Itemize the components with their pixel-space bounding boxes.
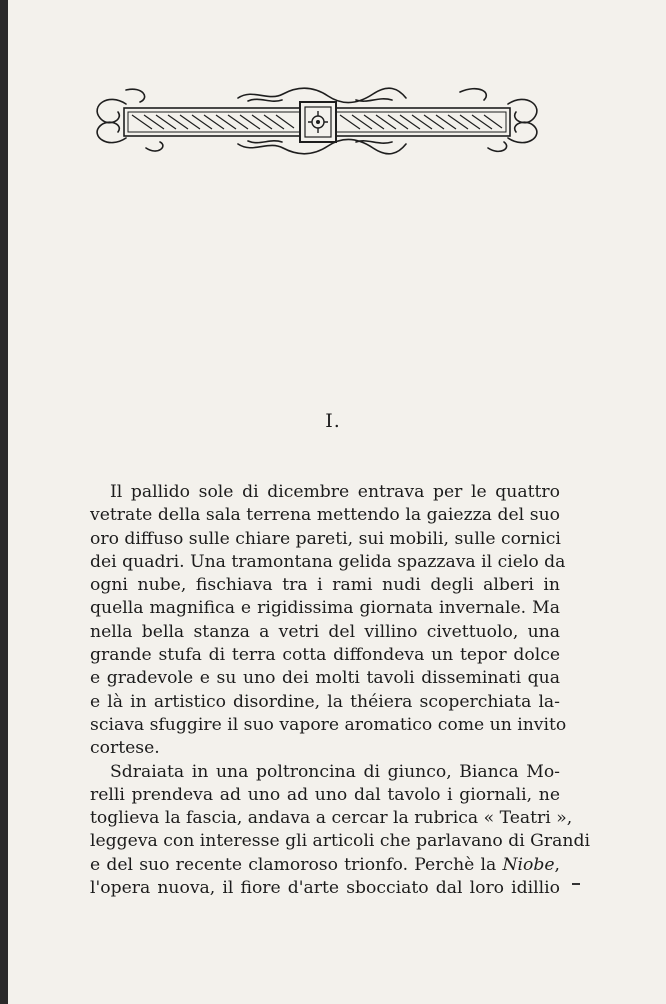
text-line: grande stufa di terra cotta diffondeva un tepor dolce <box>90 645 560 666</box>
text-line: cortese. <box>90 738 160 759</box>
text-line: dei quadri. Una tramontana gelida spazzava il cielo da <box>90 551 566 572</box>
text-segment: , <box>554 854 560 875</box>
page-edge-shadow <box>0 0 8 1004</box>
body-text <box>90 481 590 900</box>
chapter-numeral: I. <box>325 410 341 432</box>
text-line: e là in artistico disordine, la théiera scoperchiata la- <box>90 691 560 712</box>
text-line: toglieva la fascia, andava a cercar la rubrica « Teatri », <box>90 808 573 829</box>
text-segment: e del suo recente clamoroso trionfo. Perchè la <box>90 854 503 875</box>
floral-headpiece-ornament-icon <box>88 84 546 160</box>
text-line: vetrate della sala terrena mettendo la gaiezza del suo <box>90 505 560 526</box>
text-line: nella bella stanza a vetri del villino civettuolo, una <box>90 621 560 642</box>
text-line: ogni nube, fischiava tra i rami nudi degli alberi in <box>90 575 560 596</box>
text-line: l'opera nuova, il fiore d'arte sbocciato dal loro idillio <box>90 878 560 899</box>
text-line: quella magnifica e rigidissima giornata invernale. Ma <box>90 598 560 619</box>
margin-mark <box>572 883 580 885</box>
text-line: sciava sfuggire il suo vapore aromatico come un invito <box>90 714 567 735</box>
text-line: leggeva con interesse gli articoli che parlavano di Grandi <box>90 831 590 852</box>
text-line: oro diffuso sulle chiare pareti, sui mobili, sulle cornici <box>90 528 561 549</box>
italic-title: Niobe <box>502 854 555 875</box>
text-line: relli prendeva ad uno ad uno dal tavolo i giornali, ne <box>90 784 560 805</box>
text-line: e gradevole e su uno dei molti tavoli disseminati qua <box>90 668 560 689</box>
text-line: Sdraiata in una poltroncina di giunco, Bianca Mo- <box>110 761 560 782</box>
paragraph-2 <box>90 761 590 901</box>
text-line-with-italic <box>90 854 560 877</box>
paragraph-1 <box>90 481 567 761</box>
text-line: Il pallido sole di dicembre entrava per le quattro <box>110 482 560 502</box>
